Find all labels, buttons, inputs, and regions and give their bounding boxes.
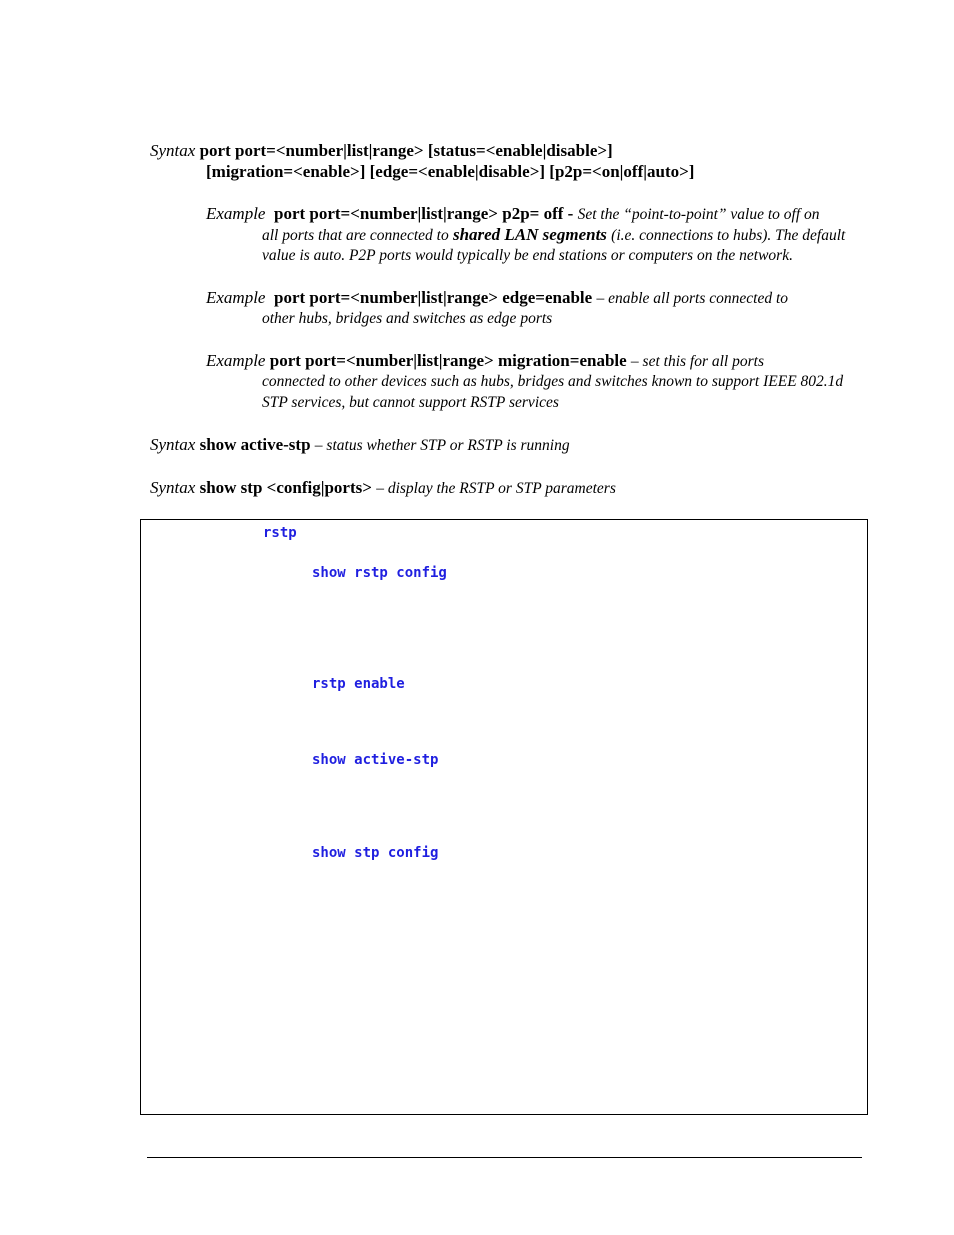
example-edge-desc: – enable all ports connected to (596, 290, 789, 307)
example-label: Example (206, 288, 266, 307)
example-label: Example (206, 204, 266, 223)
example-migration-desc: – set this for all ports (630, 353, 764, 370)
example-migration-desc-line3: STP services, but cannot support RSTP services (262, 394, 559, 411)
example-migration (206, 350, 764, 372)
show-active-stp-command: show active-stp (199, 435, 311, 454)
example-edge-command: port port=<number|list|range> edge=enable (273, 288, 593, 307)
syntax-label: Syntax (150, 141, 196, 160)
example-p2p-desc-line2: all ports that are connected to shared LAN segments (i.e. connections to hubs). The default (262, 225, 846, 244)
cli-example-box (140, 519, 868, 1115)
cli-show-active-stp: show active-stp (312, 752, 439, 768)
example-edge-desc-line2: other hubs, bridges and switches as edge ports (262, 310, 553, 327)
example-migration-command: port port=<number|list|range> migration=enable (269, 351, 627, 370)
show-stp-desc: – display the RSTP or STP parameters (376, 480, 616, 497)
example-p2p-command: port port=<number|list|range> p2p= off - (273, 204, 574, 223)
cli-rstp: rstp (263, 525, 297, 541)
show-active-stp-desc: – status whether STP or RSTP is running (314, 437, 570, 454)
shared-lan-segments: shared LAN segments (452, 225, 607, 244)
syntax-label: Syntax (150, 435, 196, 454)
port-syntax-command: port port=<number|list|range> [status=<enable|disable>] (199, 141, 613, 160)
port-syntax-line (150, 140, 613, 161)
syntax-show-active-stp (150, 434, 570, 456)
example-migration-desc-line2: connected to other devices such as hubs, bridges and switches known to support IEEE 802.1d (262, 373, 844, 390)
syntax-show-stp (150, 477, 616, 499)
example-p2p-desc: Set the “point-to-point” value to off on (577, 206, 820, 223)
cli-rstp-enable: rstp enable (312, 676, 405, 692)
syntax-label: Syntax (150, 478, 196, 497)
port-syntax-continuation: [migration=<enable>] [edge=<enable|disable>] [p2p=<on|off|auto>] (206, 162, 695, 181)
footer-rule (147, 1157, 862, 1158)
example-label: Example (206, 351, 266, 370)
example-p2p-desc-line3: value is auto. P2P ports would typically be end stations or computers on the network. (262, 247, 793, 264)
cli-show-stp-config: show stp config (312, 845, 439, 861)
show-stp-command: show stp <config|ports> (199, 478, 372, 497)
example-p2p (206, 203, 820, 225)
cli-show-rstp-config: show rstp config (312, 565, 447, 581)
example-edge (206, 287, 788, 309)
